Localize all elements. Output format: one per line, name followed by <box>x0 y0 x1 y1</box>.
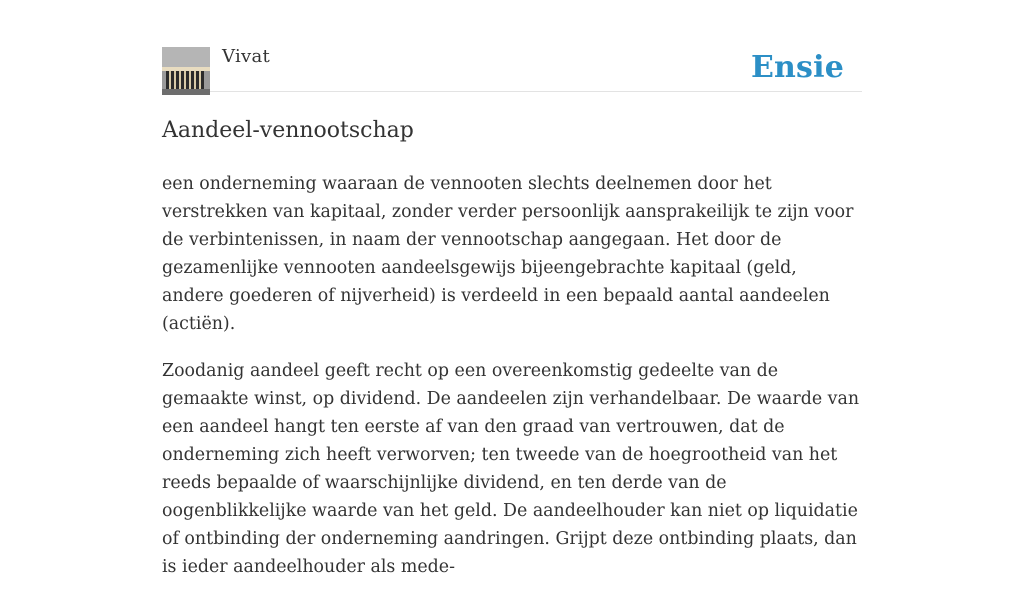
header <box>162 0 862 92</box>
article-paragraph: een onderneming waaraan de vennooten slechts deelnemen door het verstrekken van kapitaal, zonder verder persoonlijk aansprakeilijk te zijn voor de verbintenissen, in naam der vennootschap aangegaan. Het door de gezamenlijke vennooten aandeelsgewijs bijeengebrachte kapitaal (geld, andere goederen of nijverheid) is verdeeld in een bepaald aantal aandeelen (actiën). <box>162 174 854 334</box>
article-body <box>162 170 862 581</box>
book-spines-icon <box>162 47 210 95</box>
content-column <box>162 0 862 600</box>
brand-logo[interactable]: Ensie <box>750 50 844 85</box>
article-title: Aandeel-vennootschap <box>162 118 414 143</box>
source-name[interactable]: Vivat <box>222 46 271 67</box>
article-paragraph: Zoodanig aandeel geeft recht op een overeenkomstig gedeelte van de gemaakte winst, op dividend. De aandeelen zijn verhandelbaar. De waarde van een aandeel hangt ten eerste af van den graad van vertrouwen, dat de onderneming zich heeft verworven; ten tweede van de hoegrootheid van het reeds bepaalde of waarschijnlijke dividend, en ten derde van de oogenblikkelijke waarde van het geld. De aandeelhouder kan niet op liquidatie of ontbinding der onderneming aandringen. Grijpt deze ontbinding plaats, dan is ieder aandeelhouder als mede- <box>162 361 860 577</box>
avatar[interactable] <box>162 47 210 95</box>
